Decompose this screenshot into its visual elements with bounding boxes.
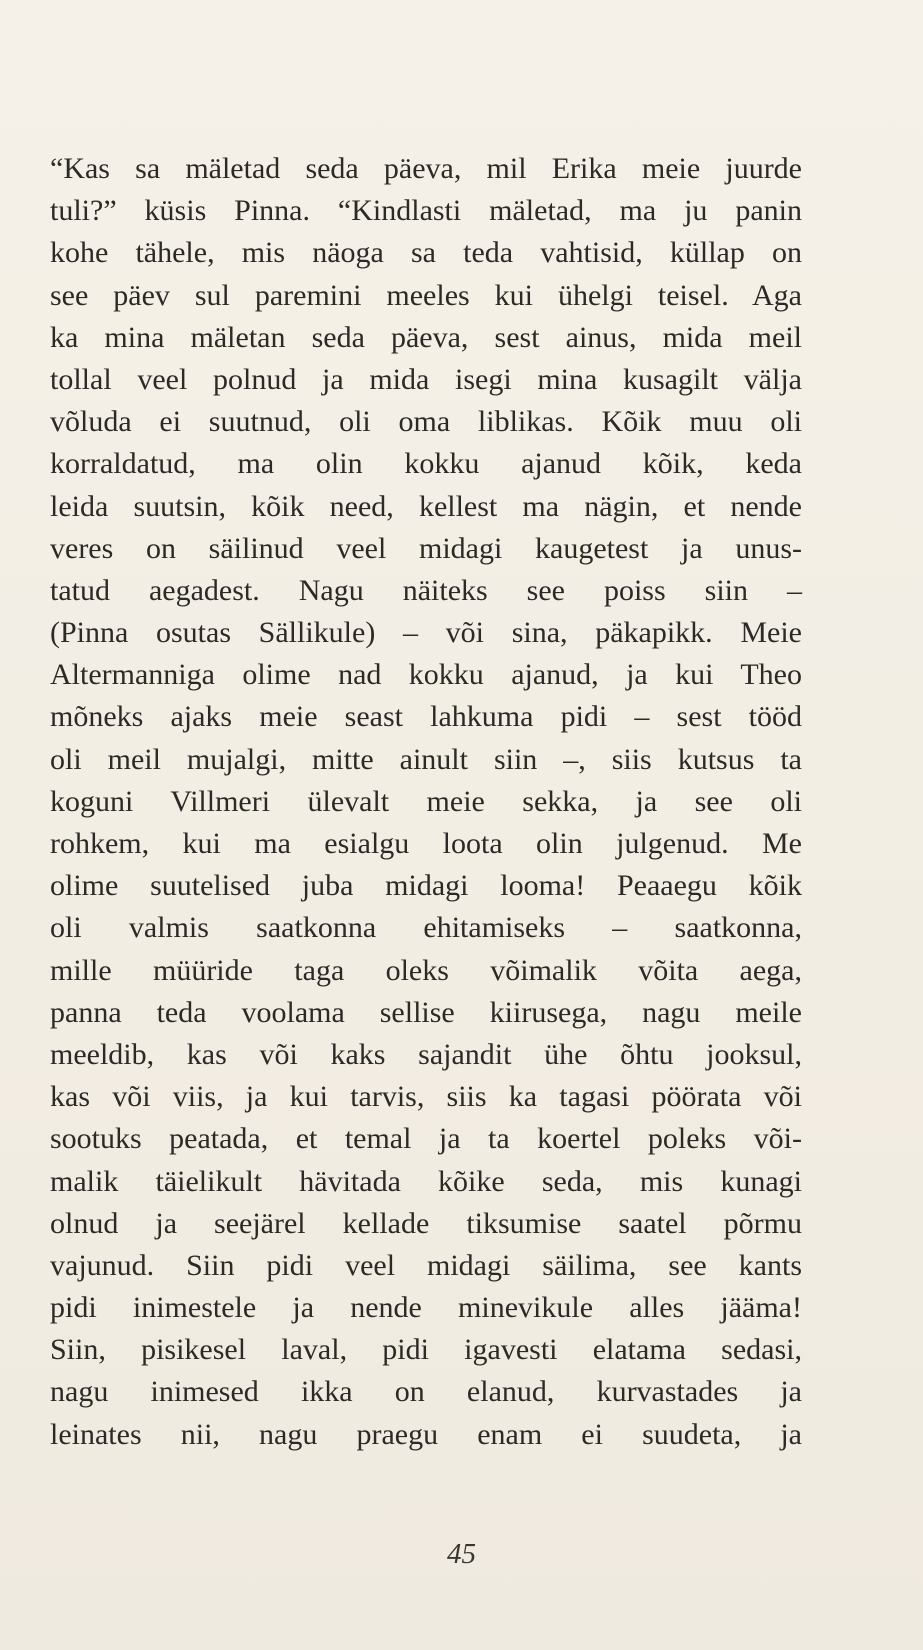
- text-line: korraldatud, ma olin kokku ajanud kõik, keda: [50, 447, 802, 481]
- text-line: olime suutelised juba midagi looma! Peaaegu kõik: [50, 869, 802, 903]
- text-line: Altermanniga olime nad kokku ajanud, ja kui Theo: [50, 658, 802, 692]
- text-line: nagu inimesed ikka on elanud, kurvastades ja: [50, 1375, 802, 1409]
- text-line: mõneks ajaks meie seast lahkuma pidi – sest tööd: [50, 700, 802, 734]
- text-line: Siin, pisikesel laval, pidi igavesti elatama sedasi,: [50, 1333, 802, 1367]
- text-line: oli meil mujalgi, mitte ainult siin –, siis kutsus ta: [50, 742, 802, 776]
- text-line: leida suutsin, kõik need, kellest ma nägin, et nende: [50, 489, 802, 523]
- page-number: 45: [447, 1538, 476, 1570]
- text-line: koguni Villmeri ülevalt meie sekka, ja see oli: [50, 784, 802, 818]
- text-line: meeldib, kas või kaks sajandit ühe õhtu jooksul,: [50, 1037, 802, 1071]
- text-line: kohe tähele, mis näoga sa teda vahtisid, küllap on: [50, 236, 802, 270]
- text-line: tollal veel polnud ja mida isegi mina kusagilt välja: [50, 362, 802, 396]
- text-line: tuli?” küsis Pinna. “Kindlasti mäletad, ma ju panin: [50, 194, 802, 228]
- text-line: “Kas sa mäletad seda päeva, mil Erika meie juurde: [50, 152, 802, 185]
- text-line: (Pinna osutas Sällikule) – või sina, päkapikk. Meie: [50, 616, 802, 650]
- text-line: malik täielikult hävitada kõike seda, mis kunagi: [50, 1164, 802, 1198]
- text-line: see päev sul paremini meeles kui ühelgi teisel. Aga: [50, 278, 802, 312]
- text-line: pidi inimestele ja nende minevikule alles jääma!: [50, 1291, 802, 1325]
- text-line: tatud aegadest. Nagu näiteks see poiss siin –: [50, 573, 802, 607]
- text-line: veres on säilinud veel midagi kaugetest ja unus-: [50, 531, 802, 565]
- text-line: sootuks peatada, et temal ja ta koertel poleks või-: [50, 1122, 802, 1156]
- text-line: ka mina mäletan seda päeva, sest ainus, mida meil: [50, 320, 802, 354]
- text-line: vajunud. Siin pidi veel midagi säilima, see kants: [50, 1248, 802, 1282]
- text-line: panna teda voolama sellise kiirusega, nagu meile: [50, 995, 802, 1029]
- text-line: leinates nii, nagu praegu enam ei suudeta, ja: [50, 1417, 802, 1451]
- text-line: olnud ja seejärel kellade tiksumise saatel põrmu: [50, 1206, 802, 1240]
- body-text: [50, 148, 802, 1456]
- text-line: oli valmis saatkonna ehitamiseks – saatkonna,: [50, 911, 802, 945]
- text-line: rohkem, kui ma esialgu loota olin julgenud. Me: [50, 827, 802, 860]
- text-line: kas või viis, ja kui tarvis, siis ka tagasi pöörata või: [50, 1080, 802, 1114]
- text-line: mille müüride taga oleks võimalik võita aega,: [50, 953, 802, 987]
- text-line: võluda ei suutnud, oli oma liblikas. Kõik muu oli: [50, 405, 802, 439]
